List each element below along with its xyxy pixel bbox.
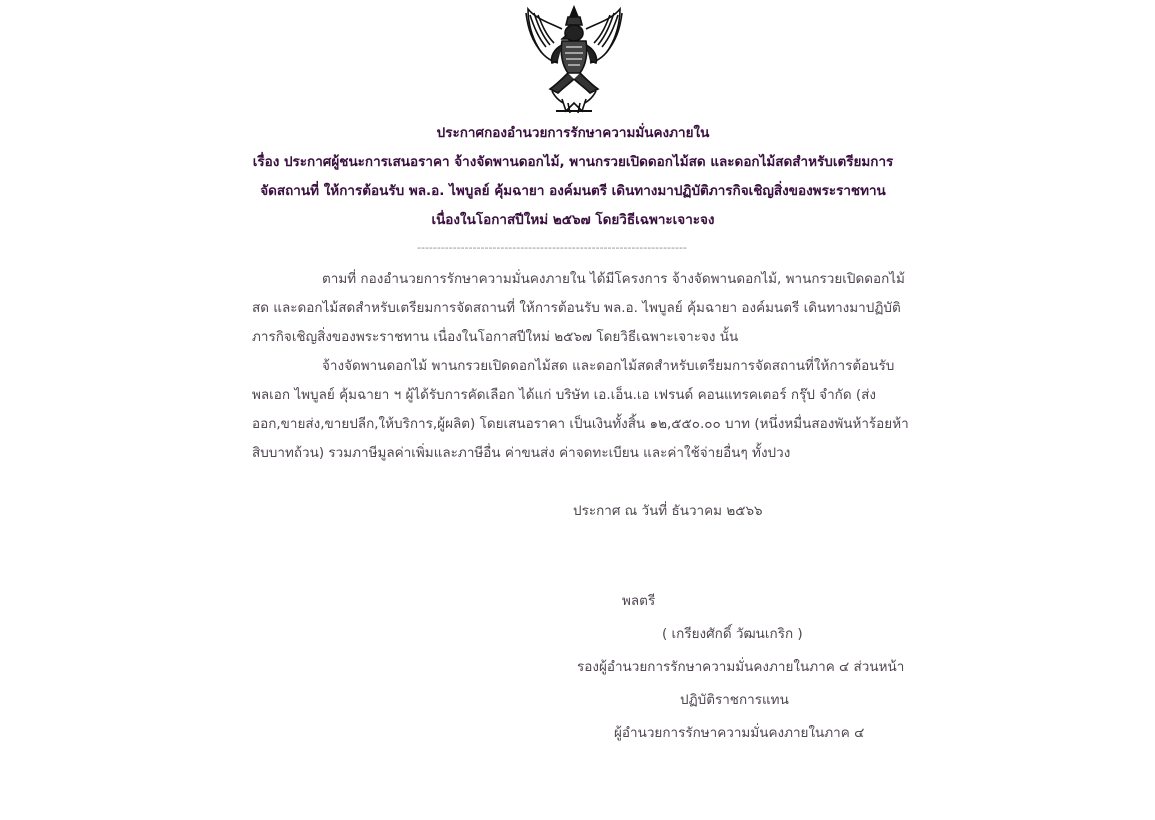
paragraph-1-line-1: ตามที่ กองอำนวยการรักษาความมั่นคงภายใน ได้มีโครงการ จ้างจัดพานดอกไม้, พานกรวยเปิดดอกไม้ <box>322 271 905 287</box>
signatory-name: ( เกรียงศักดิ์ วัฒนเกริก ) <box>662 626 803 642</box>
divider-line: -------------------------------------------------------------------- <box>417 241 687 254</box>
subject-line-3: เนื่องในโอกาสปีใหม่ ๒๕๖๗ โดยวิธีเฉพาะเจาะจง <box>431 212 715 228</box>
subject-line-1: เรื่อง ประกาศผู้ชนะการเสนอราคา จ้างจัดพานดอกไม้, พานกรวยเปิดดอกไม้สด และดอกไม้สดสำหรับเตรียมการ <box>252 154 894 170</box>
org-title: ประกาศกองอำนวยการรักษาความมั่นคงภายใน <box>436 125 710 141</box>
signatory-position-1: รองผู้อำนวยการรักษาความมั่นคงภายในภาค ๔ ส่วนหน้า <box>577 659 905 675</box>
paragraph-1-line-2: สด และดอกไม้สดสำหรับเตรียมการจัดสถานที่ ให้การต้อนรับ พล.อ. ไพบูลย์ คุ้มฉายา องค์มนตรี เดินทางมาปฏิบัติ <box>252 300 901 316</box>
paragraph-2-line-3: ออก,ขายส่ง,ขายปลีก,ให้บริการ,ผู้ผลิต) โดยเสนอราคา เป็นเงินทั้งสิ้น ๑๒,๕๕๐.๐๐ บาท (หนึ่งหมื่นสองพันห้าร้อยห้า <box>252 416 909 432</box>
announcement-date: ประกาศ ณ วันที่ ธันวาคม ๒๕๖๖ <box>573 503 763 519</box>
signatory-position-2: ปฏิบัติราชการแทน <box>680 692 789 708</box>
garuda-emblem-icon <box>522 3 626 115</box>
paragraph-1-line-3: ภารกิจเชิญสิ่งของพระราชทาน เนื่องในโอกาสปีใหม่ ๒๕๖๗ โดยวิธีเฉพาะเจาะจง นั้น <box>252 329 739 345</box>
subject-line-2: จัดสถานที่ ให้การต้อนรับ พล.อ. ไพบูลย์ คุ้มฉายา องค์มนตรี เดินทางมาปฏิบัติภารกิจเชิญสิ่งของพระราชทาน <box>260 183 886 199</box>
signatory-position-3: ผู้อำนวยการรักษาความมั่นคงภายในภาค ๔ <box>614 725 865 741</box>
announcement-document <box>252 0 909 820</box>
signatory-rank: พลตรี <box>622 593 656 609</box>
paragraph-2-line-1: จ้างจัดพานดอกไม้ พานกรวยเปิดดอกไม้สด และดอกไม้สดสำหรับเตรียมการจัดสถานที่ให้การต้อนรับ <box>322 358 895 374</box>
paragraph-2-line-2: พลเอก ไพบูลย์ คุ้มฉายา ฯ ผู้ได้รับการคัดเลือก ได้แก่ บริษัท เอ.เอ็น.เอ เฟรนด์ คอนแทรคเตอร์ กรุ๊ป จำกัด (ส่ง <box>252 387 876 403</box>
paragraph-2-line-4: สิบบาทถ้วน) รวมภาษีมูลค่าเพิ่มและภาษีอื่น ค่าขนส่ง ค่าจดทะเบียน และค่าใช้จ่ายอื่นๆ ทั้งปวง <box>252 445 791 461</box>
